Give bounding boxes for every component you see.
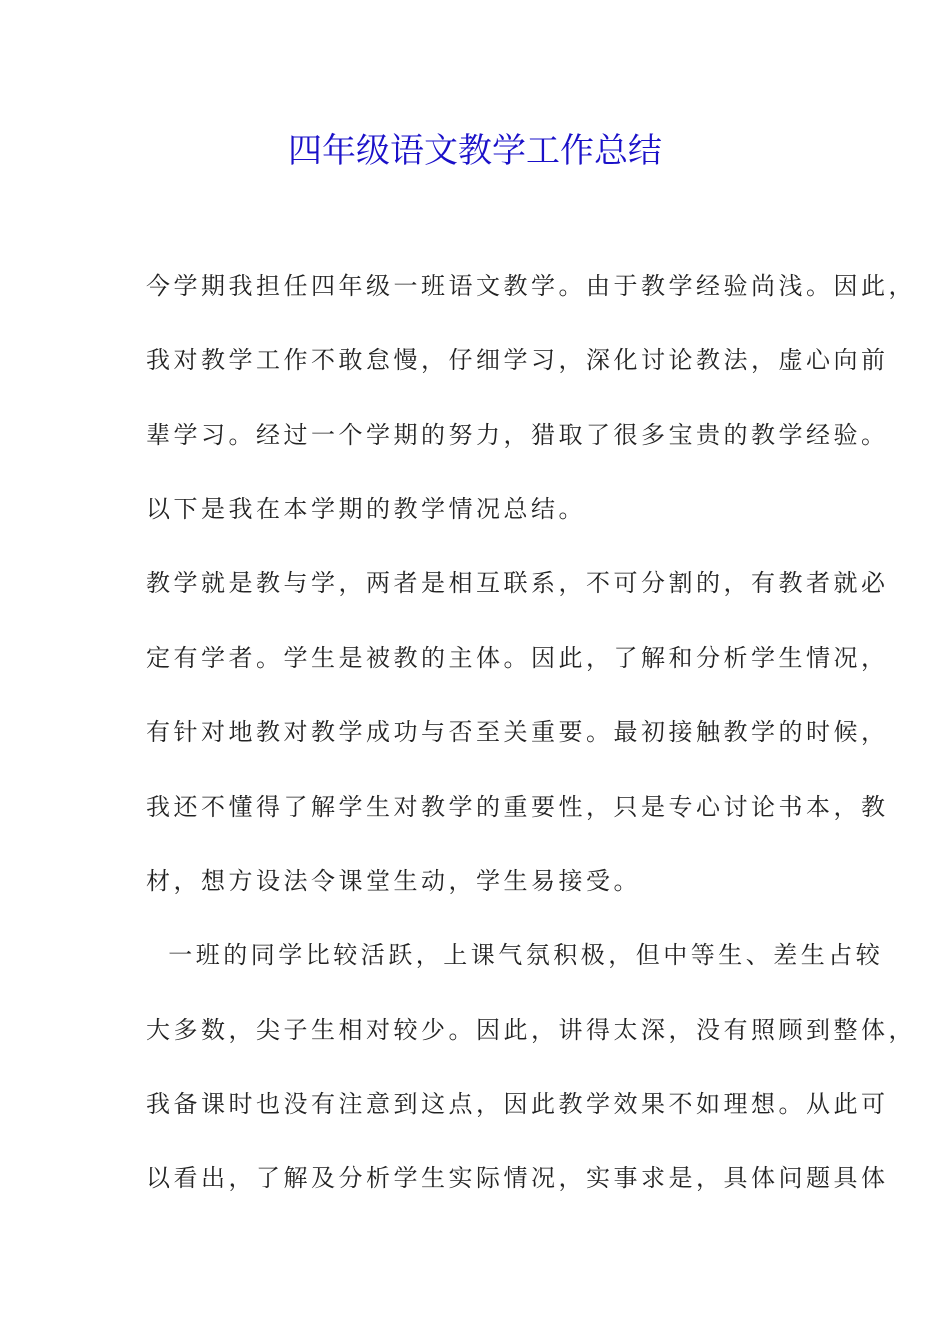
paragraph-line: 材，想方设法令课堂生动，学生易接受。 <box>146 867 641 895</box>
paragraph-line: 有针对地教对教学成功与否至关重要。最初接触教学的时候， <box>146 718 889 746</box>
paragraph-line: 一班的同学比较活跃，上课气氛积极，但中等生、差生占较 <box>146 941 884 969</box>
paragraph-line: 以下是我在本学期的教学情况总结。 <box>146 495 586 523</box>
paragraph-line: 我备课时也没有注意到这点，因此教学效果不如理想。从此可 <box>146 1090 889 1118</box>
paragraph-line: 大多数，尖子生相对较少。因此，讲得太深，没有照顾到整体， <box>146 1016 916 1044</box>
paragraph-line: 教学就是教与学，两者是相互联系，不可分割的，有教者就必 <box>146 569 889 597</box>
paragraph-line: 今学期我担任四年级一班语文教学。由于教学经验尚浅。因此， <box>146 272 916 300</box>
paragraph-line: 我还不懂得了解学生对教学的重要性，只是专心讨论书本，教 <box>146 793 889 821</box>
paragraph-line: 辈学习。经过一个学期的努力，猎取了很多宝贵的教学经验。 <box>146 421 889 449</box>
document-title: 四年级语文教学工作总结 <box>288 131 662 171</box>
paragraph-line: 定有学者。学生是被教的主体。因此，了解和分析学生情况， <box>146 644 889 672</box>
paragraph-line: 以看出，了解及分析学生实际情况，实事求是，具体问题具体 <box>146 1164 889 1192</box>
paragraph-line: 我对教学工作不敢怠慢，仔细学习，深化讨论教法，虚心向前 <box>146 346 889 374</box>
